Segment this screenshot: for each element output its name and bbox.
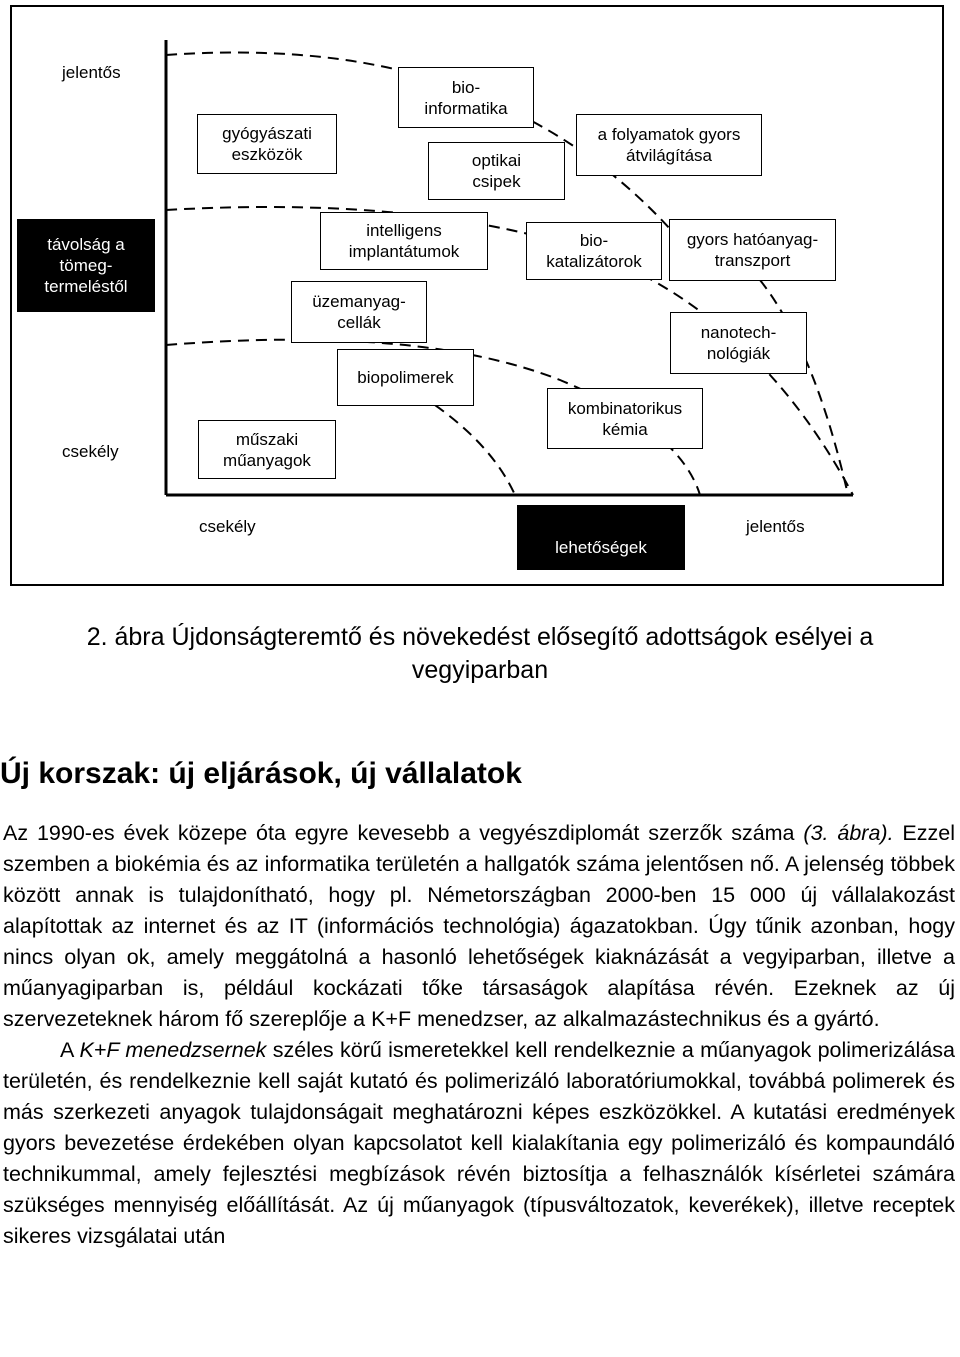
box-gyors-hatoanyag-transzport: gyors hatóanyag- transzport (669, 219, 836, 281)
box-biokatalizatorok: bio- katalizátorok (526, 222, 662, 280)
box-uzemanyag-cellak: üzemanyag- cellák (291, 281, 427, 343)
x-axis-right-label: jelentős (746, 517, 805, 536)
paragraph-1-text-b: Ezzel szemben a biokémia és az informatika területén a hallgatók száma jelentősen nő. A jelenség többek között annak is tulajdonítható, hogy pl. Németországban 2000-ben 15 000 új vállalakozást alapítottak az internet és az IT (információs technológia) ágazatokban. Úgy tűnik azonban, hogy nincs olyan ok, amely meggátolná a hasonló lehetőségek kiaknázását a vegyiparban, illetve a műanyagiparban is, például kockázati tőke társaságok alapítása révén. Ezeknek az új szervezeteknek három fő szereplője a K+F menedzser, az alkalmazástechnikus és a gyártó. (3, 821, 955, 1031)
box-muszaki-muanyagok: műszaki műanyagok (198, 420, 336, 479)
dashed-arc-4 (420, 395, 515, 495)
box-folyamatok-atvilagitasa: a folyamatok gyors átvilágítása (576, 114, 762, 176)
figure-reference: (3. ábra). (803, 821, 894, 845)
y-axis-top-label: jelentős (62, 63, 121, 82)
box-optikai-csipek: optikai csipek (428, 142, 565, 200)
body-text (3, 818, 955, 1252)
paragraph-2-text-a: A (60, 1038, 80, 1062)
paragraph-1-text-a: Az 1990-es évek közepe óta egyre kevesebb a vegyészdiplomát szerzők száma (3, 821, 804, 845)
x-axis-title: lehetőségek (517, 505, 685, 570)
box-biopolimerek: biopolimerek (337, 349, 474, 406)
box-bioinformatika: bio- informatika (398, 67, 534, 128)
box-gyogyaszati-eszkozok: gyógyászati eszközök (197, 114, 337, 174)
box-nanotechnologiak: nanotech- nológiák (670, 312, 807, 374)
box-kombinatorikus-kemia: kombinatorikus kémia (547, 388, 703, 449)
box-intelligens-implantatumok: intelligens implantátumok (320, 212, 488, 270)
y-axis-bottom-label: csekély (62, 442, 119, 461)
paragraph-1 (3, 818, 955, 1035)
y-axis-title: távolság a tömeg- termeléstől (17, 219, 155, 312)
section-heading: Új korszak: új eljárások, új vállalatok (0, 757, 522, 790)
paragraph-2-text-b: széles körű ismeretekkel kell rendelkeznie a műanyagok polimerizálása területén, és rendelkeznie kell saját kutató és polimerizáló laboratóriumokkal, továbbá polimerek és más szerkezeti anyagok tulajdonságait meghatározni képes eszközökkel. A kutatási eredmények gyors bevezetése érdekében olyan kapcsolatot kell kialakítania egy polimerizáló és kompaundáló technikummal, amely fejlesztési megbízások révén biztosítja a felhasználók kísérletei számára szükséges mennyiség előállítását. Az új műanyagok (típusváltozatok, keverékek), illetve receptek sikeres vizsgálatai után (3, 1038, 955, 1248)
figure-caption: 2. ábra Újdonságteremtő és növekedést elősegítő adottságok esélyei a vegyiparban (86, 623, 874, 684)
emphasis-term: K+F menedzsernek (79, 1038, 267, 1062)
x-axis-left-label: csekély (199, 517, 256, 536)
paragraph-2 (3, 1035, 955, 1252)
